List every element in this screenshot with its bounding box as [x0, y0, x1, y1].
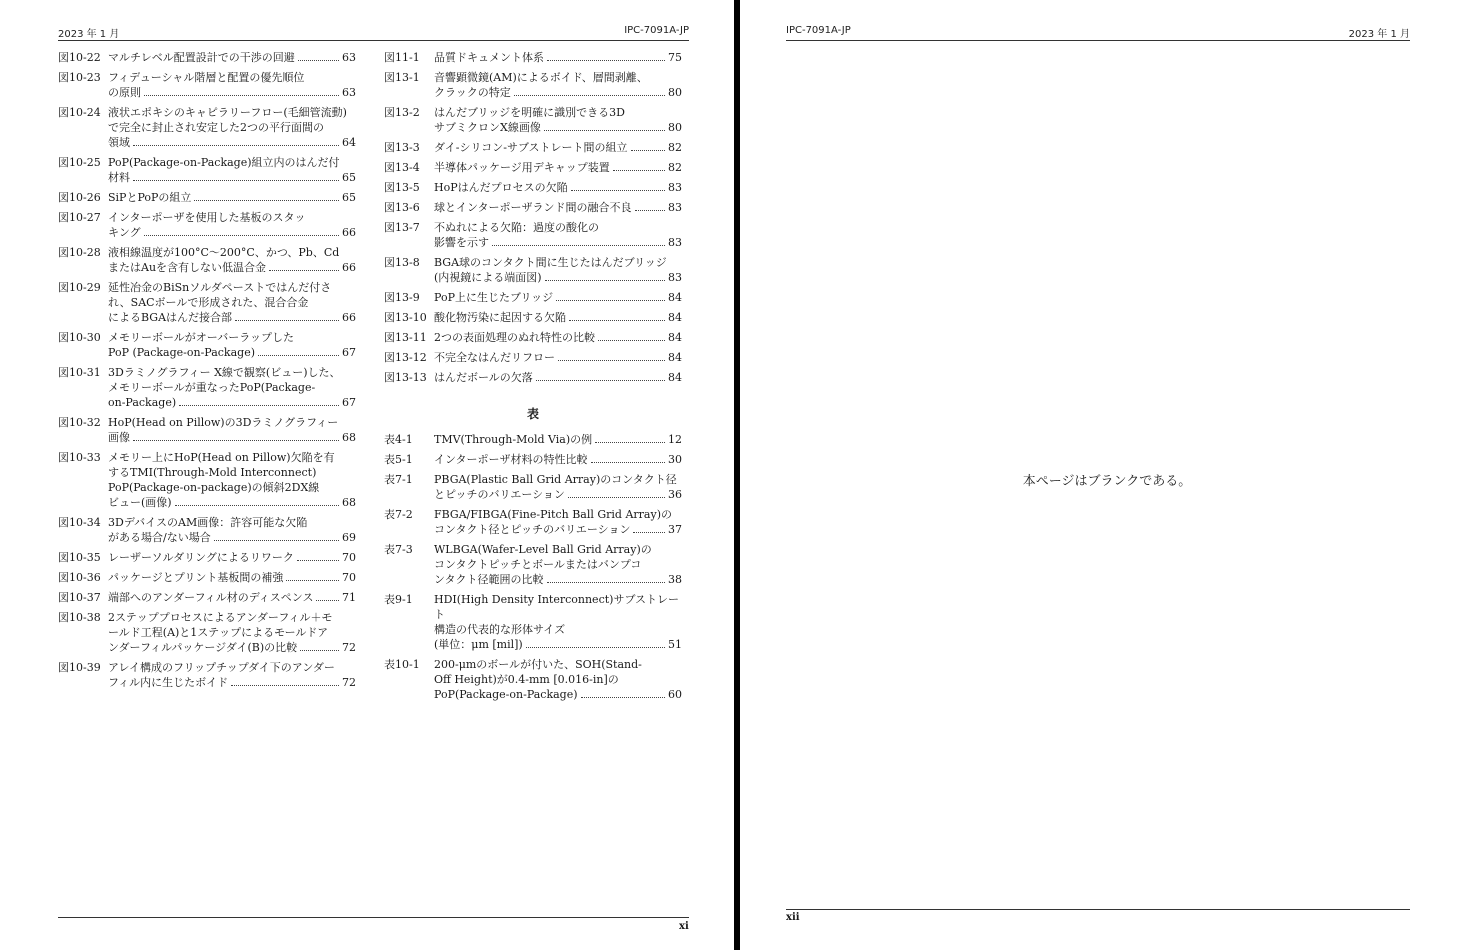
- dot-leader: [179, 405, 339, 406]
- entry-title-line: FBGA/FIBGA(Fine-Pitch Ball Grid Array)の: [434, 508, 672, 521]
- dot-leader: [514, 95, 665, 96]
- entry-title-line: ビュー(画像): [108, 496, 172, 509]
- entry-title-line: アレイ構成のフリップチップダイ下のアンダー: [108, 661, 335, 674]
- entry-page-number: 84: [668, 371, 682, 384]
- entry-number: 表10-1: [384, 658, 420, 671]
- entry-title-line: メモリー上にHoP(Head on Pillow)欠陥を有: [108, 451, 335, 464]
- entry-number: 図13-11: [384, 331, 427, 344]
- entry-title-line: コンタクトピッチとボールまたはバンプコ: [434, 558, 642, 571]
- entry-title-line: 不ぬれによる欠陥：過度の酸化の: [434, 221, 599, 234]
- entry-title-line: (単位：μm [mil]): [434, 638, 523, 651]
- entry-title-line: PoP上に生じたブリッジ: [434, 291, 554, 304]
- entry-title-line: PoP(Package-on-package)の傾斜2DX線: [108, 481, 320, 494]
- entry-number: 図13-5: [384, 181, 420, 194]
- entry-title-line: 音響顕微鏡(AM)によるボイド、層間剥離、: [434, 71, 648, 84]
- dot-leader: [544, 130, 665, 131]
- dot-leader: [269, 270, 339, 271]
- dot-leader: [595, 442, 665, 443]
- entry-title-line: 3Dラミノグラフィー X線で観察(ビュー)した、: [108, 366, 341, 379]
- dot-leader: [492, 245, 665, 246]
- entry-number: 表7-1: [384, 473, 413, 486]
- entry-title-line: PoP(Package-on-Package)組立内のはんだ付: [108, 156, 340, 169]
- entry-number: 図10-23: [58, 71, 101, 84]
- toc-entry: [384, 310, 682, 325]
- entry-title-line: の原則: [108, 86, 141, 99]
- entry-page-number: 84: [668, 351, 682, 364]
- dot-leader: [316, 600, 339, 601]
- entry-title-line: 画像: [108, 431, 130, 444]
- entry-page-number: 68: [342, 496, 356, 509]
- entry-number: 表7-3: [384, 543, 413, 556]
- entry-page-number: 63: [342, 86, 356, 99]
- right-page: [740, 0, 1474, 950]
- entry-title-line: PoP (Package-on-Package): [108, 346, 256, 359]
- entry-page-number: 68: [342, 431, 356, 444]
- entry-title-line: 端部へのアンダーフィル材のディスペンス: [108, 591, 314, 604]
- page-number: xii: [786, 912, 800, 923]
- dot-leader: [214, 540, 339, 541]
- entry-page-number: 72: [342, 641, 356, 654]
- entry-number: 図13-9: [384, 291, 420, 304]
- toc-entry: [58, 570, 356, 585]
- entry-page-number: 72: [342, 676, 356, 689]
- dot-leader: [581, 697, 665, 698]
- entry-title-line: サブミクロンX線画像: [434, 121, 541, 134]
- dot-leader: [545, 280, 665, 281]
- entry-title-line: 品質ドキュメント体系: [434, 51, 544, 64]
- toc-entry: [384, 507, 682, 537]
- entry-title-line: で完全に封止され安定した2つの平行面間の: [108, 121, 324, 134]
- entry-title-line: パッケージとプリント基板間の補強: [108, 571, 284, 584]
- entry-page-number: 83: [668, 271, 682, 284]
- dot-leader: [633, 532, 665, 533]
- entry-page-number: 82: [668, 141, 682, 154]
- entry-title-line: コンタクト径とピッチのバリエーション: [434, 523, 631, 536]
- entry-page-number: 66: [342, 311, 356, 324]
- entry-number: 図10-32: [58, 416, 101, 429]
- dot-leader: [526, 647, 665, 648]
- figure-list-column-1: [58, 50, 356, 695]
- toc-entry: [58, 105, 356, 150]
- header-date: 2023 年 1 月: [58, 29, 120, 40]
- entry-number: 図10-28: [58, 246, 101, 259]
- entry-title-line: 不完全なはんだリフロー: [434, 351, 555, 364]
- entry-title-line: 液状エポキシのキャピラリーフロー(毛細管流動): [108, 106, 347, 119]
- dot-leader: [547, 582, 665, 583]
- entry-number: 図10-38: [58, 611, 101, 624]
- toc-entry: [58, 450, 356, 510]
- entry-page-number: 60: [668, 688, 682, 701]
- entry-number: 図10-36: [58, 571, 101, 584]
- entry-title-line: 延性冶金のBiSnソルダペーストではんだ付さ: [108, 281, 332, 294]
- entry-title-line: on-Package): [108, 396, 177, 409]
- toc-entry: [384, 350, 682, 365]
- dot-leader: [591, 462, 665, 463]
- blank-page-notice: 本ページはブランクである。: [1022, 474, 1192, 489]
- toc-entry: [58, 245, 356, 275]
- tables-heading: 表: [526, 407, 539, 421]
- entry-title-line: レーザーソルダリングによるリワーク: [108, 551, 294, 564]
- entry-number: 図10-27: [58, 211, 101, 224]
- entry-title-line: がある場合/ない場合: [108, 531, 211, 544]
- toc-entry: [58, 365, 356, 410]
- entry-number: 図13-7: [384, 221, 420, 234]
- entry-title-line: WLBGA(Wafer-Level Ball Grid Array)の: [434, 543, 652, 556]
- toc-entry: [58, 590, 356, 605]
- entry-number: 図11-1: [384, 51, 420, 64]
- entry-title-line: 材料: [108, 171, 130, 184]
- entry-page-number: 69: [342, 531, 356, 544]
- toc-entry: [58, 515, 356, 545]
- header-rule: [58, 40, 689, 41]
- header-date: 2023 年 1 月: [1348, 29, 1410, 40]
- entry-title-line: れ、SACボールで形成された、混合合金: [108, 296, 309, 309]
- footer-rule: [786, 909, 1410, 910]
- dot-leader: [231, 685, 339, 686]
- toc-entry: [58, 210, 356, 240]
- entry-title-line: 影響を示す: [434, 236, 489, 249]
- entry-title-line: マルチレベル配置設計での干渉の回避: [108, 51, 295, 64]
- toc-entry: [384, 432, 682, 447]
- entry-number: 図10-31: [58, 366, 101, 379]
- entry-page-number: 80: [668, 121, 682, 134]
- toc-entry: [384, 370, 682, 385]
- entry-title-line: ールド工程(A)と1ステップによるモールドア: [108, 626, 329, 639]
- entry-number: 図13-13: [384, 371, 427, 384]
- entry-number: 表4-1: [384, 433, 413, 446]
- dot-leader: [144, 95, 339, 96]
- entry-page-number: 65: [342, 191, 356, 204]
- table-list: [384, 432, 682, 702]
- toc-entry: [384, 200, 682, 215]
- dot-leader: [568, 497, 665, 498]
- entry-number: 図10-34: [58, 516, 101, 529]
- toc-entry: [58, 660, 356, 690]
- page-number: xi: [679, 921, 689, 932]
- entry-number: 図10-25: [58, 156, 101, 169]
- entry-page-number: 64: [342, 136, 356, 149]
- entry-title-line: によるBGAはんだ接合部: [108, 311, 233, 324]
- entry-page-number: 67: [342, 396, 356, 409]
- dot-leader: [547, 60, 665, 61]
- dot-leader: [235, 320, 339, 321]
- entry-title-line: 構造の代表的な形体サイズ: [434, 623, 566, 636]
- entry-title-line: またはAuを含有しない低温合金: [108, 261, 267, 274]
- entry-page-number: 83: [668, 181, 682, 194]
- dot-leader: [175, 505, 339, 506]
- toc-entry: [384, 592, 682, 652]
- entry-title-line: ンダーフィルパッケージダイ(B)の比較: [108, 641, 298, 654]
- toc-entry: [384, 105, 682, 135]
- entry-page-number: 66: [342, 226, 356, 239]
- dot-leader: [635, 210, 665, 211]
- toc-entry: [58, 610, 356, 655]
- entry-title-line: ダイ-シリコン-サブストレート間の組立: [434, 141, 628, 154]
- entry-page-number: 82: [668, 161, 682, 174]
- toc-column-2: [384, 50, 682, 707]
- dot-leader: [569, 320, 665, 321]
- dot-leader: [571, 190, 665, 191]
- dot-leader: [133, 180, 339, 181]
- toc-entry: [58, 330, 356, 360]
- entry-number: 図10-39: [58, 661, 101, 674]
- entry-number: 表5-1: [384, 453, 413, 466]
- entry-page-number: 63: [342, 51, 356, 64]
- entry-number: 図13-12: [384, 351, 427, 364]
- entry-title-line: とピッチのバリエーション: [434, 488, 565, 501]
- toc-entry: [384, 70, 682, 100]
- dot-leader: [258, 355, 339, 356]
- entry-number: 図10-29: [58, 281, 101, 294]
- dot-leader: [300, 650, 339, 651]
- entry-page-number: 84: [668, 331, 682, 344]
- entry-page-number: 30: [668, 453, 682, 466]
- entry-title-line: 球とインターポーザランド間の融合不良: [434, 201, 632, 214]
- entry-title-line: ンタクト径範囲の比較: [434, 573, 544, 586]
- toc-entry: [384, 330, 682, 345]
- dot-leader: [298, 60, 339, 61]
- toc-entry: [384, 542, 682, 587]
- toc-entry: [384, 140, 682, 155]
- toc-entry: [384, 255, 682, 285]
- entry-page-number: 66: [342, 261, 356, 274]
- header-doc-id: IPC-7091A-JP: [624, 25, 689, 36]
- toc-entry: [384, 452, 682, 467]
- footer-rule: [58, 917, 689, 918]
- dot-leader: [133, 440, 339, 441]
- dot-leader: [613, 170, 665, 171]
- entry-title-line: HDI(High Density Interconnect)サブストレート: [434, 593, 680, 621]
- entry-number: 図10-33: [58, 451, 101, 464]
- entry-page-number: 36: [668, 488, 682, 501]
- entry-title-line: 液相線温度が100°C～200°C、かつ、Pb、Cd: [108, 246, 340, 259]
- entry-title-line: フィル内に生じたボイド: [108, 676, 229, 689]
- toc-entry: [384, 657, 682, 702]
- toc-entry: [384, 220, 682, 250]
- figure-list-column-2: [384, 50, 682, 385]
- entry-number: 図10-30: [58, 331, 101, 344]
- toc-entry: [58, 550, 356, 565]
- entry-page-number: 38: [668, 573, 682, 586]
- toc-entry: [58, 280, 356, 325]
- entry-page-number: 83: [668, 236, 682, 249]
- entry-title-line: 半導体パッケージ用デキャップ装置: [434, 161, 610, 174]
- toc-entry: [384, 472, 682, 502]
- entry-number: 図13-4: [384, 161, 420, 174]
- dot-leader: [194, 200, 339, 201]
- entry-number: 図10-22: [58, 51, 101, 64]
- entry-number: 図13-6: [384, 201, 420, 214]
- entry-title-line: TMV(Through-Mold Via)の例: [434, 433, 593, 446]
- dot-leader: [144, 235, 339, 236]
- entry-number: 表7-2: [384, 508, 413, 521]
- entry-title-line: PoP(Package-on-Package): [434, 688, 578, 701]
- entry-title-line: メモリーボールがオーバーラップした: [108, 331, 295, 344]
- entry-title-line: クラックの特定: [434, 86, 511, 99]
- left-page: [0, 0, 734, 950]
- entry-page-number: 80: [668, 86, 682, 99]
- header-rule: [786, 40, 1410, 41]
- entry-title-line: キング: [108, 226, 141, 239]
- dot-leader: [297, 560, 339, 561]
- entry-number: 図13-8: [384, 256, 420, 269]
- entry-title-line: はんだボールの欠落: [434, 371, 533, 384]
- entry-title-line: 酸化物汚染に起因する欠陥: [434, 311, 566, 324]
- entry-title-line: メモリーボールが重なったPoP(Package-: [108, 381, 316, 394]
- dot-leader: [631, 150, 665, 151]
- toc-entry: [384, 160, 682, 175]
- entry-title-line: 3DデバイスのAM画像：許容可能な欠陥: [108, 516, 308, 529]
- entry-title-line: HoP(Head on Pillow)の3Dラミノグラフィー: [108, 416, 339, 429]
- entry-page-number: 70: [342, 571, 356, 584]
- entry-title-line: 200-μmのボールが付いた、SOH(Stand-: [434, 658, 642, 671]
- dot-leader: [286, 580, 339, 581]
- toc-entry: [58, 50, 356, 65]
- entry-page-number: 71: [342, 591, 356, 604]
- entry-title-line: (内視鏡による端面図): [434, 271, 542, 284]
- toc-entry: [58, 70, 356, 100]
- toc-entry: [58, 155, 356, 185]
- entry-title-line: SiPとPoPの組立: [108, 191, 192, 204]
- entry-number: 図10-24: [58, 106, 101, 119]
- entry-number: 図10-35: [58, 551, 101, 564]
- entry-page-number: 75: [668, 51, 682, 64]
- entry-title-line: はんだブリッジを明確に識別できる3D: [434, 106, 625, 119]
- toc-entry: [58, 190, 356, 205]
- dot-leader: [536, 380, 665, 381]
- entry-number: 図13-1: [384, 71, 420, 84]
- entry-page-number: 70: [342, 551, 356, 564]
- entry-page-number: 37: [668, 523, 682, 536]
- entry-page-number: 83: [668, 201, 682, 214]
- dot-leader: [556, 300, 665, 301]
- entry-page-number: 67: [342, 346, 356, 359]
- entry-title-line: PBGA(Plastic Ball Grid Array)のコンタクト径: [434, 473, 677, 486]
- entry-title-line: BGA球のコンタクト間に生じたはんだブリッジ: [434, 256, 667, 269]
- entry-title-line: インターポーザを使用した基板のスタッ: [108, 211, 306, 224]
- entry-title-line: フィデューシャル階層と配置の優先順位: [108, 71, 305, 84]
- entry-number: 図13-10: [384, 311, 427, 324]
- entry-title-line: 領域: [108, 136, 130, 149]
- entry-title-line: Off Height)が0.4-mm [0.016-in]の: [434, 673, 619, 686]
- entry-title-line: 2ステッププロセスによるアンダーフィル＋モ: [108, 611, 333, 624]
- dot-leader: [598, 340, 665, 341]
- entry-number: 図13-2: [384, 106, 420, 119]
- entry-number: 表9-1: [384, 593, 413, 606]
- header-doc-id: IPC-7091A-JP: [786, 25, 851, 36]
- entry-number: 図10-26: [58, 191, 101, 204]
- dot-leader: [558, 360, 665, 361]
- entry-title-line: HoPはんだプロセスの欠陥: [434, 181, 568, 194]
- entry-page-number: 51: [668, 638, 682, 651]
- toc-entry: [384, 290, 682, 305]
- entry-title-line: するTMI(Through-Mold Interconnect): [108, 466, 317, 479]
- entry-title-line: インターポーザ材料の特性比較: [434, 453, 588, 466]
- entry-page-number: 65: [342, 171, 356, 184]
- entry-title-line: 2つの表面処理のぬれ特性の比較: [434, 331, 595, 344]
- dot-leader: [133, 145, 339, 146]
- toc-entry: [384, 50, 682, 65]
- entry-page-number: 84: [668, 311, 682, 324]
- entry-page-number: 12: [668, 433, 682, 446]
- toc-entry: [58, 415, 356, 445]
- entry-page-number: 84: [668, 291, 682, 304]
- entry-number: 図10-37: [58, 591, 101, 604]
- entry-number: 図13-3: [384, 141, 420, 154]
- toc-entry: [384, 180, 682, 195]
